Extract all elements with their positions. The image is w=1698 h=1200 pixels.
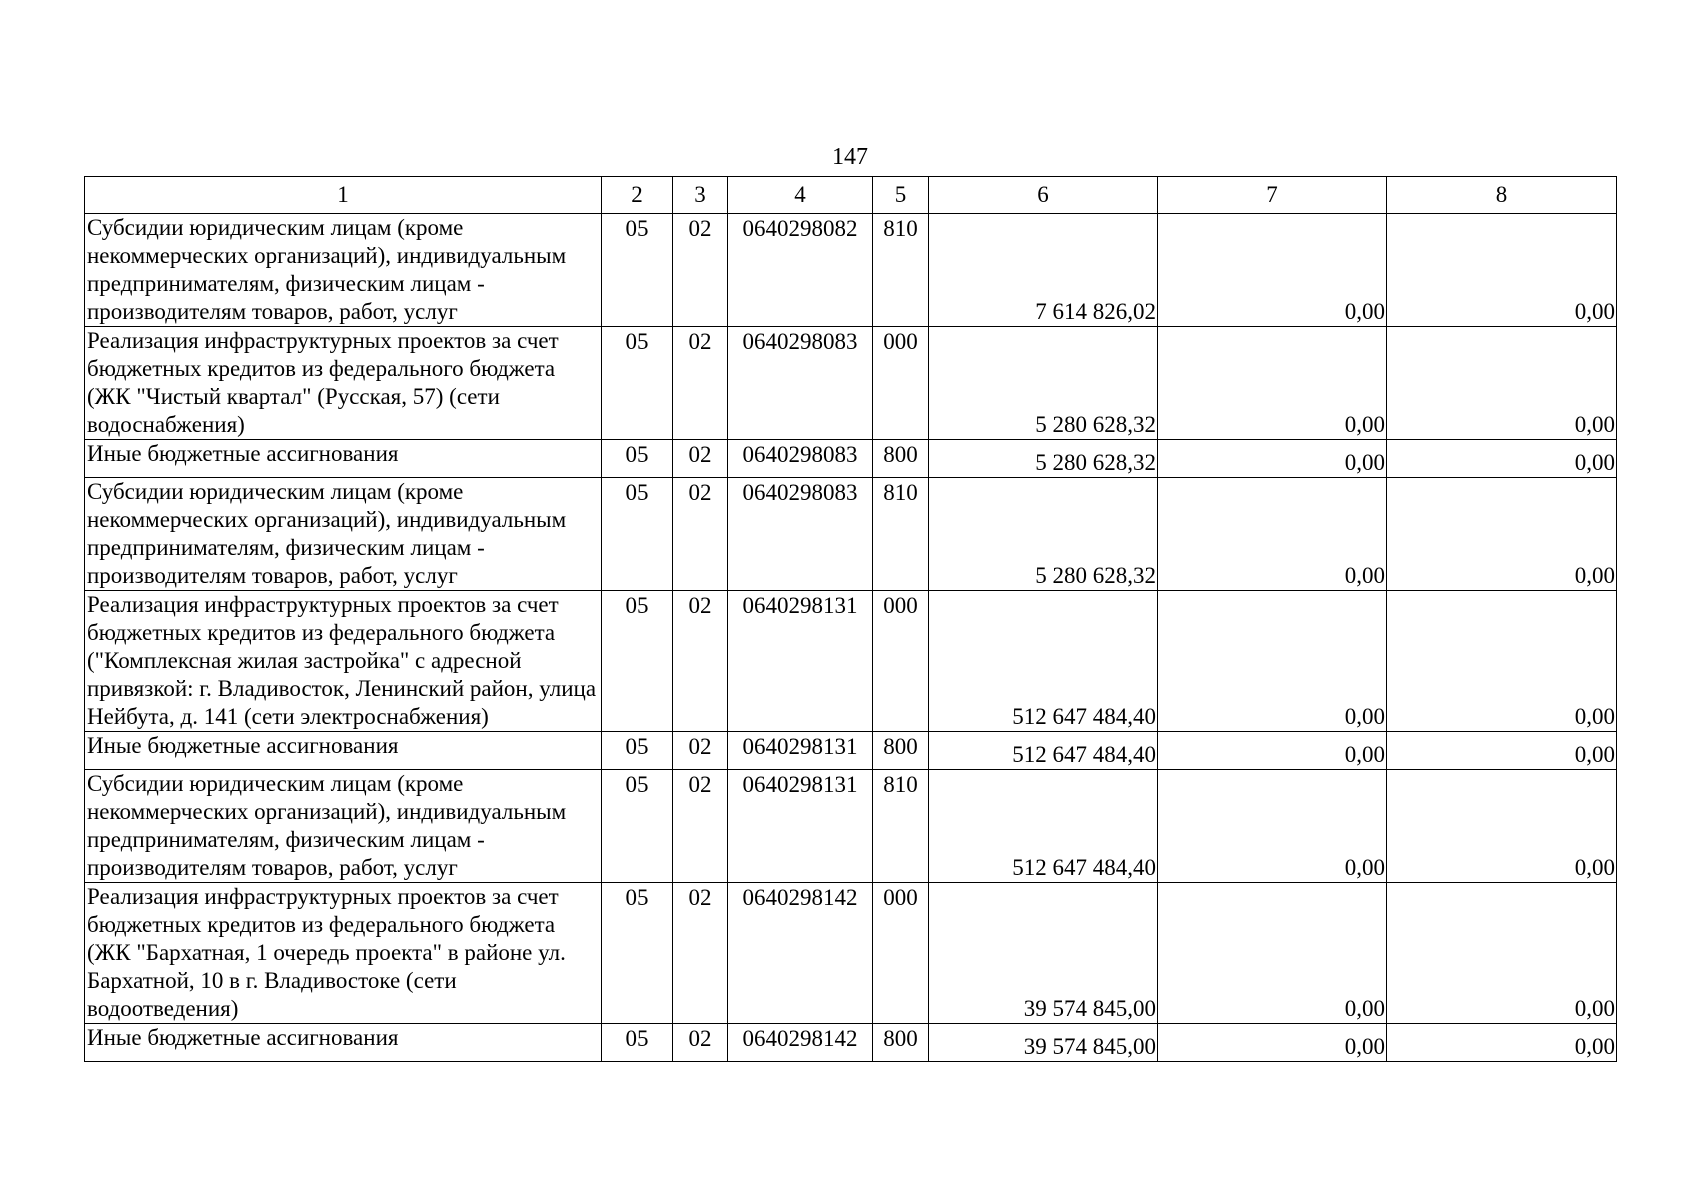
row-amount-col7: 0,00 [1158,478,1387,591]
row-target-article: 0640298131 [728,770,873,883]
row-subsection: 02 [673,770,728,883]
row-expense-type: 810 [873,478,929,591]
row-amount-col7: 0,00 [1158,883,1387,1024]
column-header: 7 [1158,177,1387,214]
row-expense-type: 000 [873,327,929,440]
row-name: Иные бюджетные ассигнования [85,440,602,478]
row-target-article: 0640298131 [728,732,873,770]
table-row [85,770,1617,883]
row-name: Реализация инфраструктурных проектов за счет бюджетных кредитов из федерального бюджета ("Комплексная жилая застройка" с адресной привязкой: г. Владивосток, Ленинский район, улица Нейбута, д. 141 (сети электроснабжения) [85,591,602,732]
row-section: 05 [602,1024,673,1062]
row-target-article: 0640298083 [728,478,873,591]
row-name: Иные бюджетные ассигнования [85,1024,602,1062]
row-amount-col6: 512 647 484,40 [929,732,1158,770]
row-amount-col8: 0,00 [1387,327,1617,440]
row-expense-type: 800 [873,1024,929,1062]
page-number: 147 [832,144,868,170]
row-subsection: 02 [673,1024,728,1062]
row-section: 05 [602,770,673,883]
row-section: 05 [602,327,673,440]
column-header: 5 [873,177,929,214]
row-amount-col7: 0,00 [1158,1024,1387,1062]
column-header: 3 [673,177,728,214]
row-subsection: 02 [673,440,728,478]
row-subsection: 02 [673,883,728,1024]
row-expense-type: 000 [873,883,929,1024]
row-amount-col8: 0,00 [1387,478,1617,591]
row-target-article: 0640298131 [728,591,873,732]
table-row [85,327,1617,440]
row-subsection: 02 [673,591,728,732]
row-expense-type: 000 [873,591,929,732]
row-subsection: 02 [673,214,728,327]
table-row [85,732,1617,770]
row-section: 05 [602,883,673,1024]
row-target-article: 0640298083 [728,327,873,440]
row-name: Реализация инфраструктурных проектов за счет бюджетных кредитов из федерального бюджета (ЖК "Бархатная, 1 очередь проекта" в районе ул. Бархатной, 10 в г. Владивостоке (сети водоотведения) [85,883,602,1024]
row-amount-col6: 512 647 484,40 [929,770,1158,883]
row-amount-col6: 5 280 628,32 [929,327,1158,440]
row-amount-col7: 0,00 [1158,327,1387,440]
row-name: Реализация инфраструктурных проектов за счет бюджетных кредитов из федерального бюджета (ЖК "Чистый квартал" (Русская, 57) (сети водоснабжения) [85,327,602,440]
row-target-article: 0640298083 [728,440,873,478]
table-row [85,440,1617,478]
row-name: Субсидии юридическим лицам (кроме некоммерческих организаций), индивидуальным предпринимателям, физическим лицам - производителям товаров, работ, услуг [85,770,602,883]
table-row [85,214,1617,327]
row-amount-col8: 0,00 [1387,732,1617,770]
row-amount-col6: 39 574 845,00 [929,883,1158,1024]
budget-table [84,176,1617,1062]
row-amount-col8: 0,00 [1387,440,1617,478]
table-header-row [85,177,1617,214]
table-row [85,1024,1617,1062]
column-header: 8 [1387,177,1617,214]
table-row [85,478,1617,591]
row-amount-col6: 5 280 628,32 [929,440,1158,478]
row-subsection: 02 [673,478,728,591]
row-section: 05 [602,214,673,327]
table-row [85,883,1617,1024]
row-amount-col6: 7 614 826,02 [929,214,1158,327]
row-expense-type: 810 [873,214,929,327]
row-expense-type: 800 [873,440,929,478]
row-amount-col7: 0,00 [1158,214,1387,327]
row-name: Субсидии юридическим лицам (кроме некоммерческих организаций), индивидуальным предпринимателям, физическим лицам - производителям товаров, работ, услуг [85,478,602,591]
row-amount-col8: 0,00 [1387,591,1617,732]
row-amount-col8: 0,00 [1387,883,1617,1024]
row-section: 05 [602,591,673,732]
row-subsection: 02 [673,327,728,440]
row-amount-col7: 0,00 [1158,770,1387,883]
row-section: 05 [602,478,673,591]
row-amount-col6: 5 280 628,32 [929,478,1158,591]
row-subsection: 02 [673,732,728,770]
row-target-article: 0640298142 [728,1024,873,1062]
row-name: Субсидии юридическим лицам (кроме некоммерческих организаций), индивидуальным предпринимателям, физическим лицам - производителям товаров, работ, услуг [85,214,602,327]
row-amount-col7: 0,00 [1158,440,1387,478]
column-header: 6 [929,177,1158,214]
row-amount-col8: 0,00 [1387,214,1617,327]
row-target-article: 0640298142 [728,883,873,1024]
row-section: 05 [602,440,673,478]
row-expense-type: 810 [873,770,929,883]
row-section: 05 [602,732,673,770]
row-amount-col8: 0,00 [1387,770,1617,883]
column-header: 4 [728,177,873,214]
row-amount-col6: 39 574 845,00 [929,1024,1158,1062]
row-amount-col6: 512 647 484,40 [929,591,1158,732]
row-name: Иные бюджетные ассигнования [85,732,602,770]
table-row [85,591,1617,732]
column-header: 2 [602,177,673,214]
row-target-article: 0640298082 [728,214,873,327]
row-expense-type: 800 [873,732,929,770]
row-amount-col7: 0,00 [1158,732,1387,770]
row-amount-col7: 0,00 [1158,591,1387,732]
column-header: 1 [85,177,602,214]
row-amount-col8: 0,00 [1387,1024,1617,1062]
